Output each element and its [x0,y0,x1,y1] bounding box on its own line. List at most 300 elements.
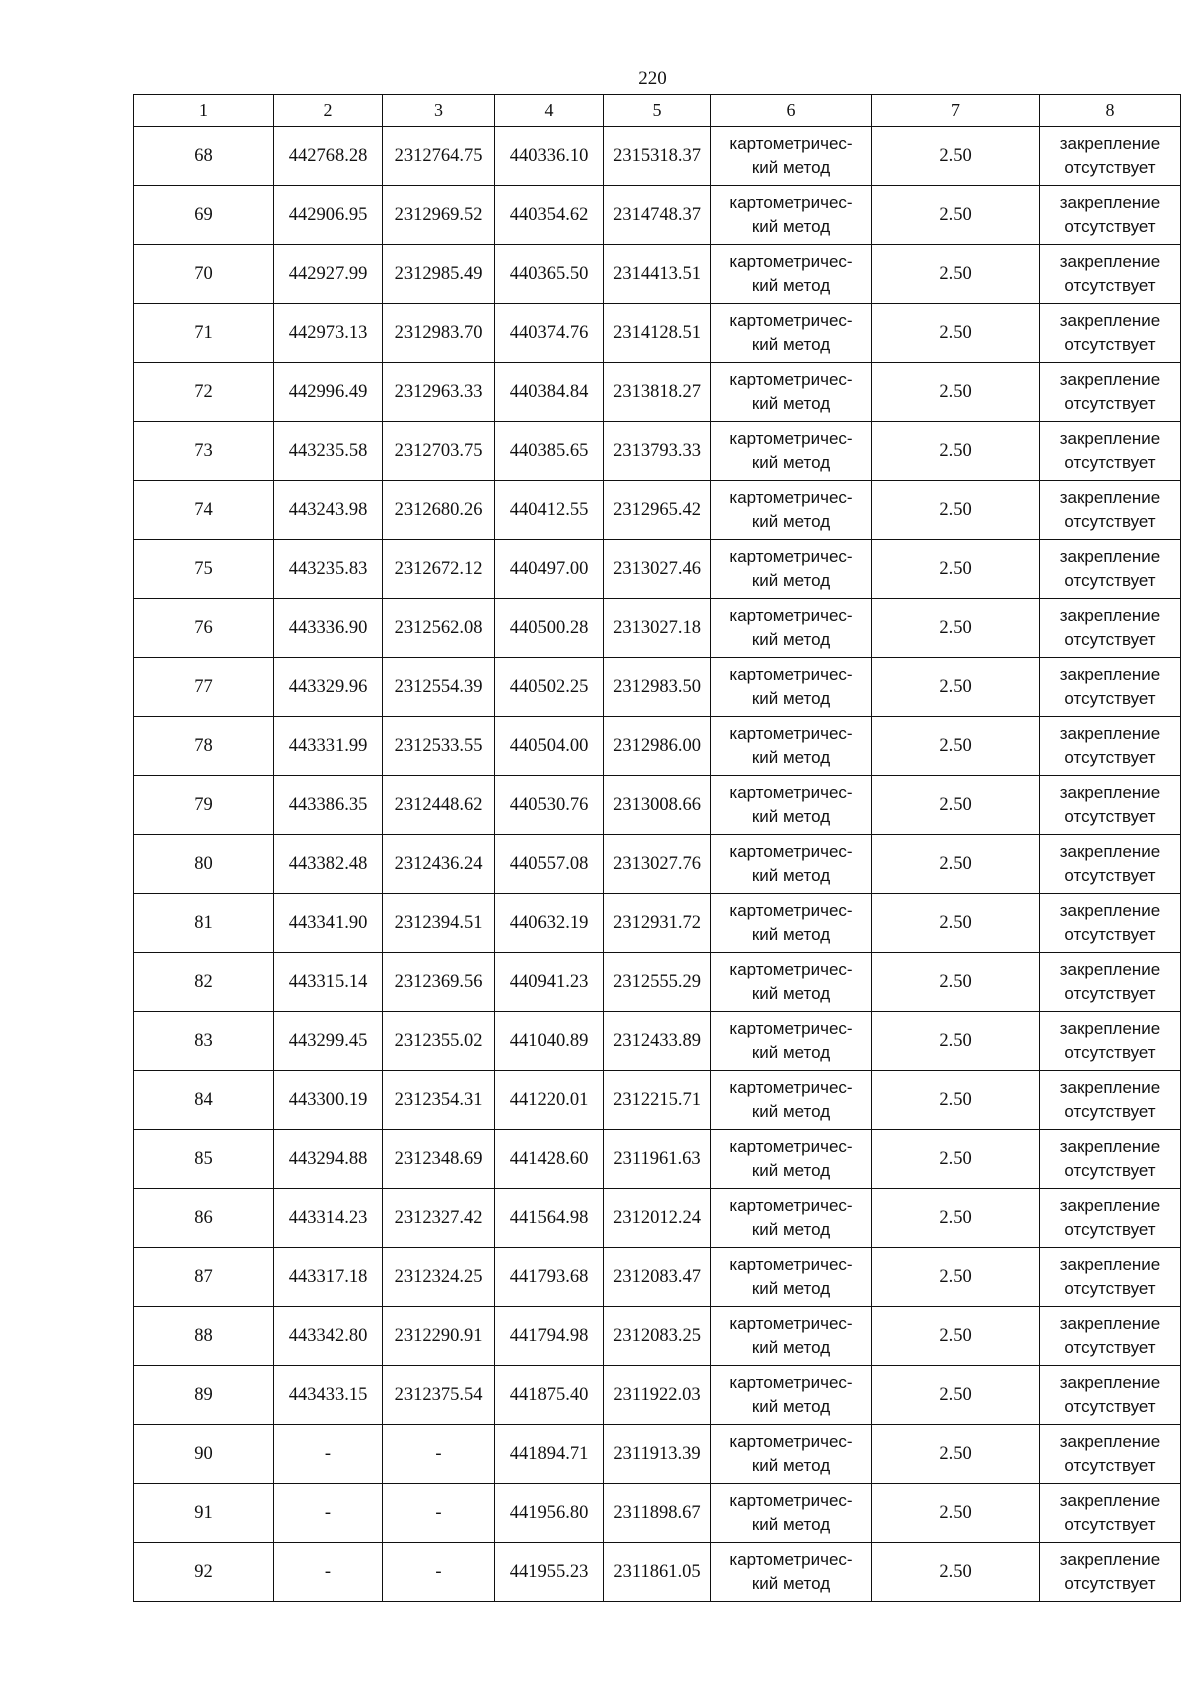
coordinate-cell: - [383,1543,495,1602]
column-header: 6 [711,95,872,127]
method-text-line: картометричес- [729,1019,853,1038]
coordinate-cell: 2312354.31 [383,1071,495,1130]
table-row [134,1071,1181,1130]
coordinate-cell: 443329.96 [274,658,383,717]
point-number-cell: 91 [134,1484,274,1543]
fixation-text-line: отсутствует [1064,866,1156,885]
coordinate-cell: 443315.14 [274,953,383,1012]
point-number-cell: 74 [134,481,274,540]
point-number-cell: 88 [134,1307,274,1366]
fixation-text-line: закрепление [1059,488,1161,507]
coordinate-cell: 2312931.72 [604,894,711,953]
table-row [134,658,1181,717]
fixation-cell [1040,658,1181,717]
column-header: 2 [274,95,383,127]
coordinate-cell: 2312672.12 [383,540,495,599]
column-header: 8 [1040,95,1181,127]
method-text-line: картометричес- [729,1491,853,1510]
table-row [134,245,1181,304]
method-text-line: картометричес- [729,1196,853,1215]
fixation-text-line: отсутствует [1064,1043,1156,1062]
coordinate-cell: 2313793.33 [604,422,711,481]
table-row [134,1543,1181,1602]
coordinate-cell: 2312985.49 [383,245,495,304]
fixation-cell [1040,1189,1181,1248]
table-header-row [134,95,1181,127]
accuracy-cell: 2.50 [872,245,1040,304]
method-cell [711,1543,872,1602]
coordinate-cell: 2312215.71 [604,1071,711,1130]
coordinate-cell: 443299.45 [274,1012,383,1071]
accuracy-cell: 2.50 [872,1130,1040,1189]
fixation-text-line: закрепление [1059,783,1161,802]
coordinate-cell: 440385.65 [495,422,604,481]
method-text-line: кий метод [751,512,831,531]
accuracy-cell: 2.50 [872,481,1040,540]
coordinate-cell: 443317.18 [274,1248,383,1307]
method-cell [711,422,872,481]
coordinate-cell: 440941.23 [495,953,604,1012]
coordinate-cell: 2312562.08 [383,599,495,658]
fixation-text-line: отсутствует [1064,630,1156,649]
fixation-text-line: закрепление [1059,606,1161,625]
table-row [134,599,1181,658]
fixation-cell [1040,1366,1181,1425]
fixation-text-line: отсутствует [1064,748,1156,767]
fixation-cell [1040,1543,1181,1602]
fixation-cell [1040,127,1181,186]
coordinate-cell: - [274,1425,383,1484]
fixation-cell [1040,1307,1181,1366]
fixation-text-line: отсутствует [1064,276,1156,295]
point-number-cell: 70 [134,245,274,304]
accuracy-cell: 2.50 [872,1543,1040,1602]
method-text-line: кий метод [751,1456,831,1475]
fixation-text-line: отсутствует [1064,1279,1156,1298]
method-text-line: картометричес- [729,311,853,330]
method-cell [711,186,872,245]
coordinate-cell: 2312969.52 [383,186,495,245]
table-row [134,1248,1181,1307]
fixation-cell [1040,953,1181,1012]
table-row [134,1425,1181,1484]
coordinate-cell: 2312433.89 [604,1012,711,1071]
coordinate-cell: 2313027.18 [604,599,711,658]
method-text-line: картометричес- [729,252,853,271]
coordinate-cell: 2312083.25 [604,1307,711,1366]
coordinate-cell: 440336.10 [495,127,604,186]
fixation-text-line: закрепление [1059,193,1161,212]
fixation-text-line: отсутствует [1064,1456,1156,1475]
coordinate-cell: 2312375.54 [383,1366,495,1425]
accuracy-cell: 2.50 [872,304,1040,363]
coordinate-cell: 2312963.33 [383,363,495,422]
coordinate-cell: 441875.40 [495,1366,604,1425]
fixation-text-line: отсутствует [1064,1161,1156,1180]
point-number-cell: 87 [134,1248,274,1307]
coordinate-cell: 441794.98 [495,1307,604,1366]
method-text-line: картометричес- [729,429,853,448]
fixation-cell [1040,422,1181,481]
method-cell [711,363,872,422]
method-text-line: картометричес- [729,901,853,920]
point-number-cell: 73 [134,422,274,481]
coordinate-cell: 443342.80 [274,1307,383,1366]
method-text-line: картометричес- [729,606,853,625]
coordinate-cell: - [274,1484,383,1543]
coordinate-cell: 2312555.29 [604,953,711,1012]
method-text-line: картометричес- [729,488,853,507]
coordinate-cell: 2311922.03 [604,1366,711,1425]
method-cell [711,1189,872,1248]
method-cell [711,540,872,599]
method-text-line: кий метод [751,1338,831,1357]
accuracy-cell: 2.50 [872,1484,1040,1543]
coordinate-cell: 443300.19 [274,1071,383,1130]
fixation-cell [1040,363,1181,422]
coordinate-cell: 440497.00 [495,540,604,599]
method-text-line: кий метод [751,984,831,1003]
method-text-line: картометричес- [729,665,853,684]
coordinate-cell: 440374.76 [495,304,604,363]
method-text-line: картометричес- [729,960,853,979]
coordinate-cell: 443386.35 [274,776,383,835]
coordinate-cell: 2313027.76 [604,835,711,894]
coordinate-cell: 441428.60 [495,1130,604,1189]
accuracy-cell: 2.50 [872,894,1040,953]
method-cell [711,717,872,776]
fixation-text-line: закрепление [1059,1432,1161,1451]
table-row [134,422,1181,481]
coordinate-cell: 441564.98 [495,1189,604,1248]
method-text-line: картометричес- [729,1373,853,1392]
coordinate-cell: - [383,1484,495,1543]
coordinate-cell: 443314.23 [274,1189,383,1248]
method-text-line: кий метод [751,866,831,885]
method-text-line: кий метод [751,630,831,649]
column-header: 3 [383,95,495,127]
coordinate-cell: 2312703.75 [383,422,495,481]
accuracy-cell: 2.50 [872,1366,1040,1425]
coordinate-cell: 2312764.75 [383,127,495,186]
fixation-text-line: отсутствует [1064,807,1156,826]
table-row [134,835,1181,894]
point-number-cell: 78 [134,717,274,776]
method-cell [711,894,872,953]
table-row [134,1189,1181,1248]
point-number-cell: 79 [134,776,274,835]
point-number-cell: 83 [134,1012,274,1071]
coordinate-cell: 2312554.39 [383,658,495,717]
column-header: 5 [604,95,711,127]
table-row [134,953,1181,1012]
method-text-line: картометричес- [729,1078,853,1097]
table-row [134,186,1181,245]
coordinate-cell: 2312986.00 [604,717,711,776]
coordinate-cell: 440530.76 [495,776,604,835]
fixation-text-line: закрепление [1059,547,1161,566]
table-row [134,540,1181,599]
method-text-line: картометричес- [729,1137,853,1156]
coordinate-cell: 440502.25 [495,658,604,717]
fixation-cell [1040,186,1181,245]
coordinate-cell: 2312324.25 [383,1248,495,1307]
coordinate-cell: 443331.99 [274,717,383,776]
fixation-text-line: отсутствует [1064,158,1156,177]
coordinate-cell: 2312436.24 [383,835,495,894]
method-text-line: картометричес- [729,1550,853,1569]
fixation-cell [1040,1425,1181,1484]
coordinate-cell: 2313027.46 [604,540,711,599]
fixation-text-line: отсутствует [1064,1102,1156,1121]
accuracy-cell: 2.50 [872,1189,1040,1248]
coordinates-table [133,94,1181,1602]
method-cell [711,127,872,186]
coordinate-cell: 2313008.66 [604,776,711,835]
table-row [134,776,1181,835]
method-text-line: кий метод [751,689,831,708]
table-row [134,1484,1181,1543]
method-text-line: картометричес- [729,547,853,566]
accuracy-cell: 2.50 [872,1307,1040,1366]
method-text-line: кий метод [751,1220,831,1239]
method-text-line: кий метод [751,748,831,767]
coordinate-cell: 2312965.42 [604,481,711,540]
method-cell [711,304,872,363]
coordinate-cell: 442768.28 [274,127,383,186]
fixation-text-line: отсутствует [1064,335,1156,354]
coordinate-cell: 440557.08 [495,835,604,894]
coordinate-cell: - [383,1425,495,1484]
coordinate-cell: 442906.95 [274,186,383,245]
fixation-cell [1040,599,1181,658]
method-text-line: кий метод [751,217,831,236]
fixation-text-line: закрепление [1059,134,1161,153]
coordinate-cell: 2312012.24 [604,1189,711,1248]
fixation-cell [1040,1130,1181,1189]
fixation-cell [1040,835,1181,894]
fixation-text-line: отсутствует [1064,689,1156,708]
accuracy-cell: 2.50 [872,1071,1040,1130]
fixation-text-line: закрепление [1059,1137,1161,1156]
coordinate-cell: 443341.90 [274,894,383,953]
coordinate-cell: 443235.58 [274,422,383,481]
fixation-text-line: закрепление [1059,1019,1161,1038]
method-text-line: кий метод [751,1279,831,1298]
coordinate-cell: 2314413.51 [604,245,711,304]
fixation-text-line: закрепление [1059,370,1161,389]
fixation-text-line: закрепление [1059,1550,1161,1569]
coordinate-cell: 442996.49 [274,363,383,422]
fixation-cell [1040,1012,1181,1071]
accuracy-cell: 2.50 [872,186,1040,245]
fixation-cell [1040,776,1181,835]
method-cell [711,1366,872,1425]
coordinate-cell: 440384.84 [495,363,604,422]
method-cell [711,658,872,717]
coordinate-cell: 2311961.63 [604,1130,711,1189]
fixation-cell [1040,717,1181,776]
coordinate-cell: 442927.99 [274,245,383,304]
coordinate-cell: 440500.28 [495,599,604,658]
coordinate-cell: 2312983.50 [604,658,711,717]
fixation-text-line: закрепление [1059,1314,1161,1333]
fixation-text-line: отсутствует [1064,217,1156,236]
point-number-cell: 86 [134,1189,274,1248]
point-number-cell: 72 [134,363,274,422]
coordinate-cell: 2311913.39 [604,1425,711,1484]
method-text-line: кий метод [751,394,831,413]
coordinate-cell: 2312394.51 [383,894,495,953]
coordinate-cell: 2312327.42 [383,1189,495,1248]
accuracy-cell: 2.50 [872,835,1040,894]
fixation-text-line: отсутствует [1064,1220,1156,1239]
method-text-line: кий метод [751,571,831,590]
coordinate-cell: 440632.19 [495,894,604,953]
fixation-text-line: закрепление [1059,842,1161,861]
fixation-text-line: закрепление [1059,960,1161,979]
accuracy-cell: 2.50 [872,1012,1040,1071]
coordinate-cell: 442973.13 [274,304,383,363]
fixation-text-line: отсутствует [1064,571,1156,590]
method-cell [711,1130,872,1189]
table-body [134,127,1181,1602]
method-cell [711,1248,872,1307]
coordinate-cell: 440412.55 [495,481,604,540]
fixation-text-line: отсутствует [1064,1397,1156,1416]
coordinate-cell: 2315318.37 [604,127,711,186]
method-cell [711,599,872,658]
coordinate-cell: 2312983.70 [383,304,495,363]
method-text-line: картометричес- [729,1255,853,1274]
coordinate-cell: 440365.50 [495,245,604,304]
point-number-cell: 76 [134,599,274,658]
fixation-text-line: отсутствует [1064,925,1156,944]
coordinate-cell: 2312355.02 [383,1012,495,1071]
accuracy-cell: 2.50 [872,363,1040,422]
coordinate-cell: 441040.89 [495,1012,604,1071]
point-number-cell: 77 [134,658,274,717]
coordinate-cell: 2312680.26 [383,481,495,540]
method-text-line: кий метод [751,1161,831,1180]
coordinate-cell: 443433.15 [274,1366,383,1425]
table-row [134,1366,1181,1425]
method-text-line: кий метод [751,807,831,826]
coordinate-cell: 441793.68 [495,1248,604,1307]
method-text-line: кий метод [751,925,831,944]
method-text-line: кий метод [751,335,831,354]
coordinate-cell: 2312533.55 [383,717,495,776]
method-text-line: картометричес- [729,842,853,861]
method-text-line: кий метод [751,158,831,177]
fixation-text-line: закрепление [1059,665,1161,684]
column-header: 1 [134,95,274,127]
point-number-cell: 89 [134,1366,274,1425]
method-text-line: кий метод [751,453,831,472]
method-text-line: кий метод [751,1102,831,1121]
fixation-text-line: отсутствует [1064,984,1156,1003]
table-row [134,304,1181,363]
method-text-line: картометричес- [729,134,853,153]
point-number-cell: 71 [134,304,274,363]
fixation-cell [1040,304,1181,363]
table-row [134,481,1181,540]
coordinate-cell: 2314748.37 [604,186,711,245]
point-number-cell: 75 [134,540,274,599]
fixation-text-line: закрепление [1059,901,1161,920]
point-number-cell: 69 [134,186,274,245]
coordinate-cell: 441220.01 [495,1071,604,1130]
fixation-cell [1040,540,1181,599]
table-row [134,894,1181,953]
method-text-line: картометричес- [729,1432,853,1451]
point-number-cell: 68 [134,127,274,186]
table-row [134,1012,1181,1071]
coordinate-cell: 2312448.62 [383,776,495,835]
accuracy-cell: 2.50 [872,127,1040,186]
fixation-text-line: закрепление [1059,724,1161,743]
method-cell [711,1307,872,1366]
method-text-line: кий метод [751,1515,831,1534]
method-cell [711,245,872,304]
fixation-cell [1040,1248,1181,1307]
coordinate-cell: 441894.71 [495,1425,604,1484]
coordinate-cell: 440504.00 [495,717,604,776]
method-text-line: картометричес- [729,370,853,389]
point-number-cell: 90 [134,1425,274,1484]
method-cell [711,776,872,835]
method-text-line: картометричес- [729,783,853,802]
fixation-text-line: отсутствует [1064,394,1156,413]
method-cell [711,953,872,1012]
fixation-text-line: отсутствует [1064,1338,1156,1357]
method-cell [711,1425,872,1484]
coordinate-cell: 2312348.69 [383,1130,495,1189]
accuracy-cell: 2.50 [872,540,1040,599]
coordinate-cell: 441955.23 [495,1543,604,1602]
coordinate-cell: 443382.48 [274,835,383,894]
method-cell [711,835,872,894]
fixation-text-line: отсутствует [1064,512,1156,531]
fixation-cell [1040,481,1181,540]
fixation-cell [1040,1484,1181,1543]
accuracy-cell: 2.50 [872,422,1040,481]
table-row [134,717,1181,776]
fixation-text-line: закрепление [1059,429,1161,448]
fixation-text-line: отсутствует [1064,1515,1156,1534]
coordinate-cell: 2312083.47 [604,1248,711,1307]
fixation-cell [1040,245,1181,304]
fixation-cell [1040,894,1181,953]
method-cell [711,1071,872,1130]
accuracy-cell: 2.50 [872,1248,1040,1307]
fixation-text-line: закрепление [1059,252,1161,271]
coordinate-cell: 441956.80 [495,1484,604,1543]
accuracy-cell: 2.50 [872,599,1040,658]
point-number-cell: 84 [134,1071,274,1130]
method-text-line: кий метод [751,1043,831,1062]
accuracy-cell: 2.50 [872,717,1040,776]
table-row [134,1307,1181,1366]
coordinate-cell: 443294.88 [274,1130,383,1189]
coordinate-cell: 2312369.56 [383,953,495,1012]
accuracy-cell: 2.50 [872,776,1040,835]
accuracy-cell: 2.50 [872,1425,1040,1484]
accuracy-cell: 2.50 [872,658,1040,717]
table-row [134,363,1181,422]
fixation-text-line: закрепление [1059,1255,1161,1274]
coordinate-cell: 443336.90 [274,599,383,658]
